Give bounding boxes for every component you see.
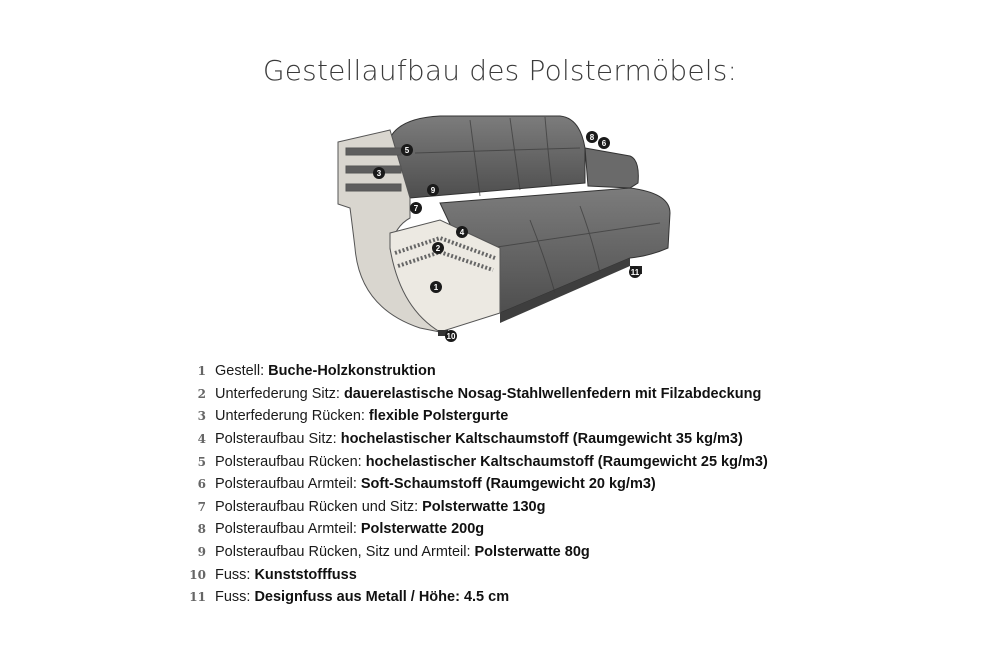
legend-label: Gestell:: [215, 363, 265, 380]
callout-8: [586, 131, 598, 143]
callout-3: [373, 167, 385, 179]
legend-number: 7: [197, 499, 206, 514]
legend-label: Polsteraufbau Armteil:: [215, 521, 357, 538]
legend-label: Polsteraufbau Rücken:: [215, 453, 362, 470]
legend-number: 8: [197, 522, 206, 537]
sofa-cutaway-diagram: [330, 108, 680, 348]
legend-number: 10: [189, 567, 206, 582]
legend-number: 1: [197, 364, 206, 379]
legend-item: [180, 586, 840, 609]
legend-item: [180, 383, 840, 406]
svg-text:1: 1: [433, 283, 439, 292]
legend-list: [180, 360, 840, 609]
legend-item: [180, 518, 840, 541]
svg-text:4: 4: [459, 228, 465, 237]
svg-text:8: 8: [589, 133, 595, 142]
callout-10: [445, 330, 457, 342]
legend-item: [180, 450, 840, 473]
legend-label: Polsteraufbau Rücken und Sitz:: [215, 498, 419, 515]
legend-item: [180, 563, 840, 586]
legend-value: Polsterwatte 80g: [474, 544, 590, 561]
legend-number: 2: [197, 386, 206, 401]
legend-value: Polsterwatte 130g: [422, 498, 546, 515]
svg-text:6: 6: [601, 139, 607, 148]
legend-value: Polsterwatte 200g: [360, 521, 485, 538]
svg-text:3: 3: [376, 169, 382, 178]
legend-number: 3: [197, 409, 206, 424]
legend-label: Polsteraufbau Rücken, Sitz und Armteil:: [215, 544, 471, 561]
callout-1: [430, 281, 442, 293]
legend-value: hochelastischer Kaltschaumstoff (Raumgewicht 35 kg/m3): [340, 431, 743, 448]
legend-item: [180, 473, 840, 496]
legend-item: [180, 405, 840, 428]
callout-7: [410, 202, 422, 214]
callout-4: [456, 226, 468, 238]
legend-number: 4: [197, 432, 206, 447]
armrest-right: [585, 148, 638, 188]
legend-item: [180, 496, 840, 519]
legend-number: 11: [189, 590, 206, 605]
legend-label: Polsteraufbau Armteil:: [215, 476, 357, 493]
legend-value: Buche-Holzkonstruktion: [268, 363, 436, 380]
legend-number: 5: [197, 454, 206, 469]
legend-label: Polsteraufbau Sitz:: [215, 431, 337, 448]
callout-2: [432, 242, 444, 254]
svg-text:7: 7: [413, 204, 419, 213]
legend-item: [180, 428, 840, 451]
callout-5: [401, 144, 413, 156]
backrest: [390, 116, 585, 198]
legend-number: 9: [197, 545, 206, 560]
legend-value: Kunststofffuss: [254, 566, 357, 583]
legend-value: dauerelastische Nosag-Stahlwellenfedern mit Filzabdeckung: [343, 385, 762, 402]
legend-value: hochelastischer Kaltschaumstoff (Raumgewicht 25 kg/m3): [365, 453, 768, 470]
svg-text:2: 2: [435, 244, 441, 253]
legend-label: Fuss:: [215, 566, 251, 583]
callout-9: [427, 184, 439, 196]
svg-text:9: 9: [430, 186, 436, 195]
callout-6: [598, 137, 610, 149]
callout-11: [629, 266, 641, 278]
page-title: Gestellaufbau des Polstermöbels:: [262, 54, 738, 87]
legend-label: Unterfederung Sitz:: [215, 385, 340, 402]
legend-value: Soft-Schaumstoff (Raumgewicht 20 kg/m3): [360, 476, 656, 493]
legend-label: Fuss:: [215, 589, 251, 606]
svg-text:5: 5: [404, 146, 410, 155]
legend-item: [180, 360, 840, 383]
legend-item: [180, 541, 840, 564]
legend-number: 6: [197, 477, 206, 492]
svg-text:11: 11: [630, 268, 640, 277]
svg-text:10: 10: [446, 332, 456, 341]
legend-label: Unterfederung Rücken:: [215, 408, 365, 425]
legend-value: Designfuss aus Metall / Höhe: 4.5 cm: [254, 589, 510, 606]
legend-value: flexible Polstergurte: [368, 408, 509, 425]
